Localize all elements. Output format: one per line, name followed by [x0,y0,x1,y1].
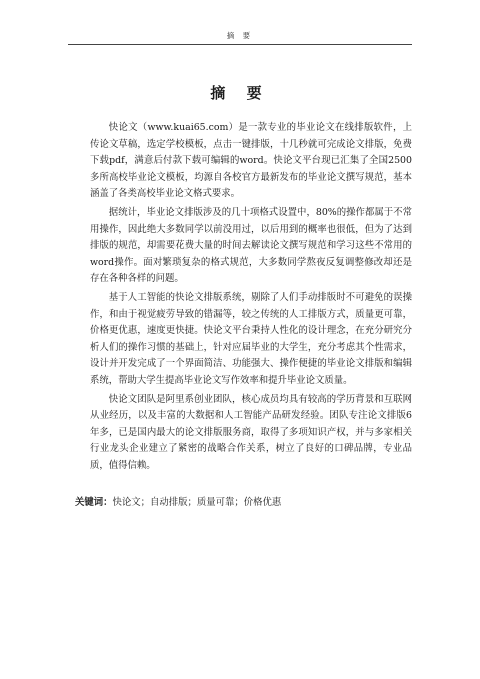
keywords-line [75,496,412,510]
abstract-paragraph-4: 快论文团队是阿里系创业团队，核心成员均具有较高的学历背景和互联网从业经历，以及丰富的大数据和人工智能产品研发经验。团队专注论文排版6年多，已是国内最大的论文排版服务商，取得了多项知识产权，并与多家相关行业龙头企业建立了紧密的战略合作关系，树立了良好的口碑品牌，专业品质，值得信赖。 [90,393,412,471]
abstract-paragraph-2: 据统计，毕业论文排版涉及的几十项格式设置中，80%的操作都属于不常用操作，因此绝大多数同学以前没用过，以后用到的概率也很低，但为了达到排版的规范，却需要花费大量的时间去解读论文撰写规范和学习这些不常用的word操作。面对繁琐复杂的格式规范，大多数同学熬夜反复调整修改却还是存在各种各样的问题。 [90,207,412,284]
keywords-label: 关键词： [75,497,113,508]
abstract-paragraph-1: 快论文（www.kuai65.com）是一款专业的毕业论文在线排版软件，上传论文草稿，选定学校模板，点击一键排版，十几秒就可完成论文排版，免费下载pdf，满意后付款下载可编辑的word。快论文平台现已汇集了全国2500多所高校毕业论文模板，均源自各校官方最新发布的毕业论文撰写规范，基本涵盖了各类高校毕业论文格式要求。 [90,122,412,199]
abstract-paragraph-3: 基于人工智能的快论文排版系统，剔除了人们手动排版时不可避免的误操作，和由于视觉疲劳导致的错漏等，较之传统的人工排版方式，质量更可靠，价格更优惠，速度更快捷。快论文平台秉持人性化的设计理念，在充分研究分析人们的操作习惯的基础上，针对应届毕业的大学生，充分考虑其个性需求，设计并开发完成了一个界面简洁、功能强大、操作便捷的毕业论文排版和编辑系统，帮助大学生提高毕业论文写作效率和提升毕业论文质量。 [90,292,412,386]
abstract-body [90,120,412,477]
page-title: 摘 要 [210,84,270,102]
keywords-value: 快论文；自动排版；质量可靠；价格优惠 [112,497,282,508]
running-header: 摘 要 [226,31,254,40]
header-divider [68,44,412,45]
